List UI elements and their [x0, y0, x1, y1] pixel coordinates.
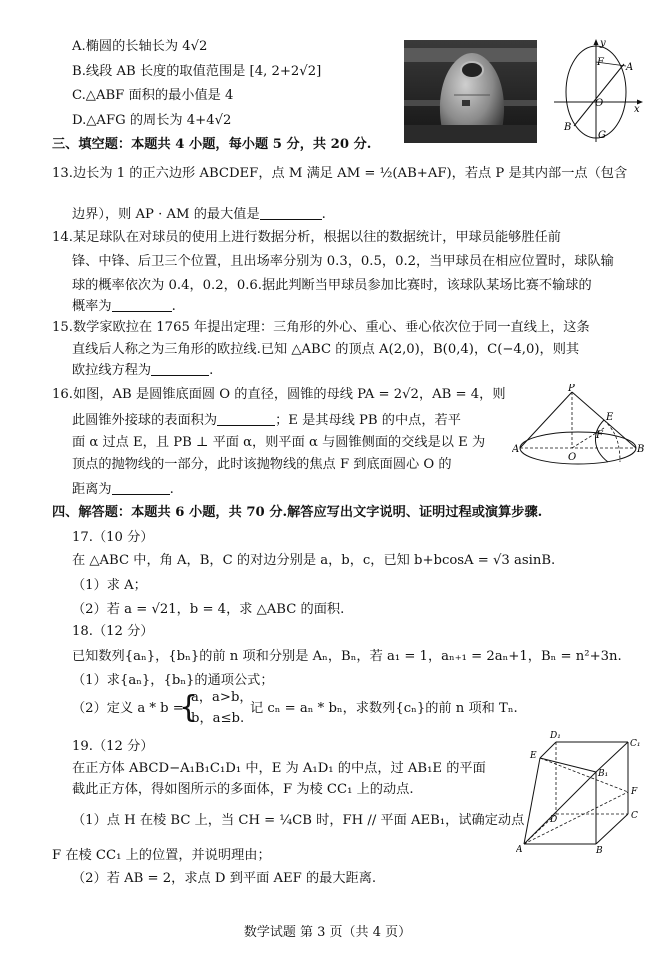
q14-answer-blank[interactable]	[112, 297, 172, 312]
section3-title: 三、填空题：本题共 4 小题，每小题 5 分，共 20 分.	[52, 137, 372, 152]
q19-part2: （2）若 AB = 2，求点 D 到平面 AEF 的最大距离.	[72, 871, 377, 886]
q19-line2: 截此正方体，得如图所示的多面体，F 为棱 CC₁ 上的动点.	[72, 782, 414, 797]
q15-line1: 15.数学家欧拉在 1765 年提出定理：三角形的外心、重心、垂心依次位于同一直线上，这条	[52, 320, 590, 335]
fig2-label-o: O	[568, 452, 577, 463]
fig1-label-x: x	[634, 104, 640, 115]
fig3-label-d1: D₁	[550, 731, 561, 741]
q16-text-b: ；E 是其母线 PB 的中点，若平	[275, 413, 461, 428]
cone-figure	[512, 384, 644, 476]
q18-head: 18.（12 分）	[72, 624, 154, 639]
q16-text-c: 距离为	[72, 482, 112, 497]
q12-option-c: C.△ABF 面积的最小值是 4	[72, 88, 234, 103]
q17-stem: 在 △ABC 中，角 A，B，C 的对边分别是 a，b，c，已知 b+bcosA = √3 asinB.	[72, 553, 556, 568]
q16-line1: 16.如图，AB 是圆锥底面圆 O 的直径，圆锥的母线 PA = 2√2，AB = 4，则	[52, 387, 506, 402]
q18-stem: 已知数列{aₙ}，{bₙ}的前 n 项和分别是 Aₙ，Bₙ，若 a₁ = 1，aₙ₊₁ = 2aₙ+1，Bₙ = n²+3n.	[72, 649, 622, 664]
fig3-label-f: F	[631, 787, 638, 797]
section4-title: 四、解答题：本题共 6 小题，共 70 分.解答应写出文字说明、证明过程或演算步骤.	[52, 505, 543, 520]
q14-line1: 14.某足球队在对球员的使用上进行数据分析，根据以往的数据统计，甲球员能够胜任前	[52, 230, 561, 245]
fig2-label-f: F	[596, 430, 603, 441]
fig2-label-b: B	[637, 444, 644, 455]
fig2-label-p: P	[568, 384, 575, 394]
q19-part1-line1: （1）点 H 在棱 BC 上，当 CH = ¼CB 时，FH // 平面 AEB₁，试确定动点	[72, 813, 525, 828]
fig1-label-b: B	[564, 122, 572, 133]
cube-figure	[516, 726, 646, 854]
q12-option-b: B.线段 AB 长度的取值范围是 [4, 2+2√2]	[72, 64, 322, 79]
q15-line3: 欧拉线方程为 .	[72, 363, 214, 378]
fig3-label-a: A	[516, 845, 523, 854]
q16-answer-blank-2[interactable]	[112, 480, 170, 495]
q17-part1: （1）求 A；	[72, 578, 147, 593]
fig3-label-d: D	[550, 815, 558, 825]
q16-answer-blank-1[interactable]	[217, 411, 275, 426]
q18-part2-prefix: （2）定义 a * b =	[72, 701, 184, 716]
q16-line3: 面 α 过点 E，且 PB ⊥ 平面 α，则平面 α 与圆锥侧面的交线是以 E 为	[72, 435, 486, 450]
q18-case1: a，a>b，	[191, 690, 253, 705]
q16-text-a: 此圆锥外接球的表面积为	[72, 413, 218, 428]
q18-part2-suffix: 记 cₙ = aₙ * bₙ，求数列{cₙ}的前 n 项和 Tₙ.	[250, 701, 518, 716]
q15-text: 欧拉线方程为	[72, 363, 152, 378]
q13-line1: 13.边长为 1 的正六边形 ABCDEF，点 M 满足 AM = ½(AB+AF)，若点 P 是其内部一点（包含	[52, 166, 628, 181]
q19-head: 19.（12 分）	[72, 739, 154, 754]
capsule-photo	[404, 40, 537, 143]
q19-part1-line2: F 在棱 CC₁ 上的位置，并说明理由；	[52, 848, 271, 863]
q16-line2	[72, 411, 461, 430]
q14-text: 概率为	[72, 299, 112, 314]
q14-line3: 球的概率依次为 0.4，0.2，0.6.据此判断当甲球员参加比赛时，该球队某场比赛不输球的	[72, 278, 592, 293]
q18-part1: （1）求{aₙ}，{bₙ}的通项公式；	[72, 673, 274, 688]
q16-line5: 距离为 .	[72, 482, 174, 497]
q13-answer-blank[interactable]	[260, 205, 322, 220]
q16-line4: 顶点的抛物线的一部分，此时该抛物线的焦点 F 到底面圆心 O 的	[72, 457, 452, 472]
fig1-label-g: G	[598, 130, 606, 141]
q15-answer-blank[interactable]	[151, 361, 209, 376]
q13-text: 边界），则 AP · AM 的最大值是	[72, 207, 260, 222]
q15-line2: 直线后人称之为三角形的欧拉线.已知 △ABC 的顶点 A(2,0)，B(0,4)，C(−4,0)，则其	[72, 342, 580, 357]
fig3-label-c: C	[631, 811, 638, 821]
ellipse-figure	[548, 36, 644, 146]
q18-brace-icon: {	[179, 690, 199, 725]
fig1-label-o: O	[595, 98, 604, 109]
q13-line2: 边界），则 AP · AM 的最大值是 .	[72, 207, 326, 222]
fig3-label-c1: C₁	[630, 739, 641, 749]
q12-option-d: D.△AFG 的周长为 4+4√2	[72, 113, 232, 128]
fig2-label-e: E	[606, 412, 614, 423]
fig2-label-a: A	[512, 444, 520, 455]
q12-option-a: A.椭圆的长轴长为 4√2	[72, 39, 208, 54]
fig3-label-b: B	[596, 846, 603, 854]
q17-part2: （2）若 a = √21，b = 4，求 △ABC 的面积.	[72, 602, 345, 617]
fig3-label-e: E	[530, 751, 537, 761]
q17-head: 17.（10 分）	[72, 530, 154, 545]
fig1-label-a: A	[626, 62, 634, 73]
q14-line4: 概率为 .	[72, 299, 176, 314]
fig1-label-f: F	[597, 57, 604, 68]
q14-line2: 锋、中锋、后卫三个位置，且出场率分别为 0.3，0.5，0.2，当甲球员在相应位置时，球队输	[72, 254, 614, 269]
q19-line1: 在正方体 ABCD−A₁B₁C₁D₁ 中，E 为 A₁D₁ 的中点，过 AB₁E 的平面	[72, 761, 486, 776]
page-footer: 数学试题 第 3 页（共 4 页）	[243, 925, 412, 940]
fig3-label-b1: B₁	[598, 769, 609, 779]
q18-case2: b，a≤b.	[191, 711, 245, 726]
fig1-label-y: y	[600, 38, 606, 49]
